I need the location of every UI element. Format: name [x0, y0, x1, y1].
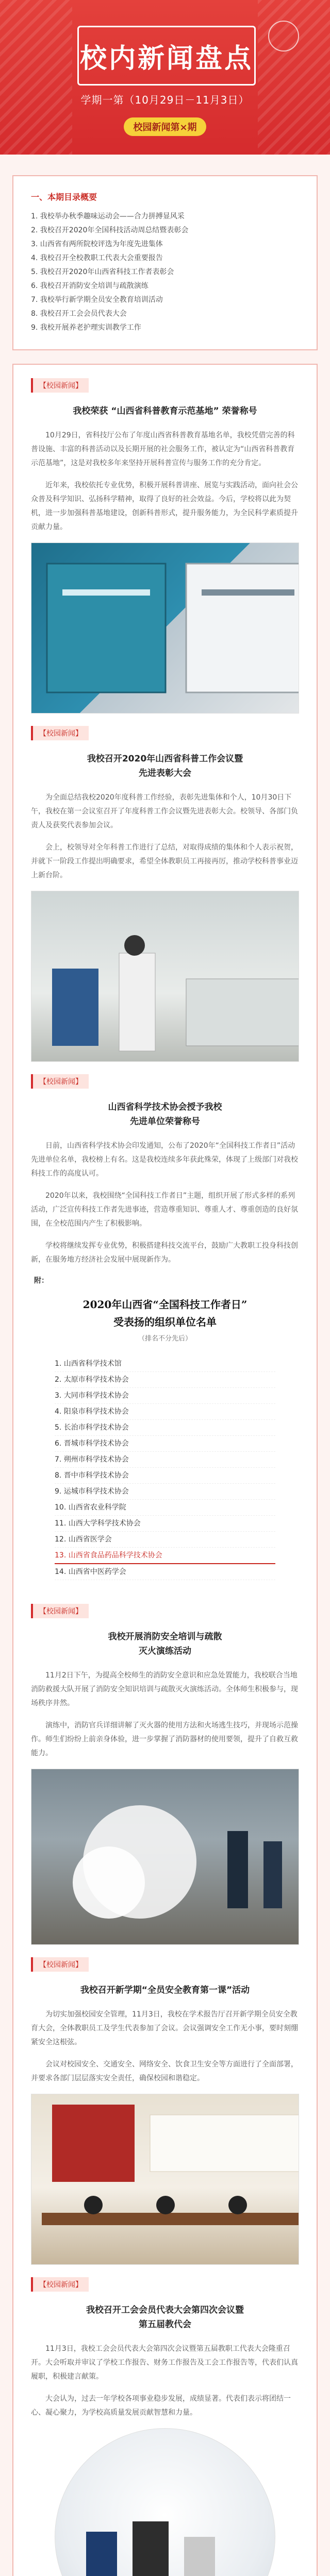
news-section — [13, 1074, 317, 1580]
school-logo-icon — [268, 21, 299, 52]
award-org-item: 10. 山西省农业科学院 — [55, 1500, 275, 1516]
news-section — [13, 2277, 317, 2576]
award-org-item: 1. 山西省科学技术馆 — [55, 1356, 275, 1372]
section-tag: 【校园新闻】 — [31, 1957, 89, 1972]
news-section — [13, 1957, 317, 2265]
article-title: 山西省科学技术协会授予我校 先进单位荣誉称号 — [108, 1102, 222, 1127]
article-paragraph: 10月29日，省科技厅公布了年度山西省科普教育基地名单，我校凭借完善的科普设施、丰富的科普活动以及长期开展的社会服务工作，被认定为“山西省科普教育示范基地”，这是对我校多年来坚持开展科普宣传与服务工作的充分肯定。 — [31, 431, 295, 467]
fire-drill-illustration — [31, 1769, 299, 1944]
award-org-item: 7. 朔州市科学技术协会 — [55, 1452, 275, 1468]
award-org-item: 9. 运城市科学技术协会 — [55, 1484, 275, 1500]
toc-list — [31, 210, 299, 335]
header-banner — [0, 0, 330, 155]
award-org-list — [55, 1356, 275, 1580]
section-tag: 【校园新闻】 — [31, 378, 89, 393]
meeting-photo — [31, 891, 299, 1062]
page-title: 校内新闻盘点 — [79, 42, 253, 74]
article-paragraph: 为切实加强校园安全管理，11月3日，我校在学术报告厅召开新学期全员安全教育大会，全体教职员工及学生代表参加了会议。会议强调安全工作无小事，要时刻绷紧安全这根弦。 — [31, 2010, 298, 2046]
date-range-subtitle: 学期一第（10月29日－11月3日） — [80, 94, 250, 106]
article-paragraph: 大会认为，过去一年学校各项事业稳步发展，成绩显著。代表们表示将团结一心、凝心聚力，为学校高质量发展贡献智慧和力量。 — [31, 2395, 291, 2417]
banner-pattern-right — [258, 0, 330, 155]
safety-meeting-illustration — [31, 2094, 299, 2264]
fire-drill-photo — [31, 1769, 299, 1945]
award-org-item: 14. 山西省中医药学会 — [55, 1564, 275, 1580]
award-list-title: 2020年山西省“全国科技工作者日” 受表扬的组织单位名单 — [82, 1298, 248, 1328]
article-paragraph: 会议对校园安全、交通安全、网络安全、饮食卫生安全等方面进行了全面部署，并要求各部门层层落实安全责任，确保校园和谐稳定。 — [31, 2060, 298, 2082]
article-paragraph: 11月3日，我校工会会员代表大会第四次会议暨第五届教职工代表大会隆重召开。大会听取并审议了学校工作报告、财务工作报告及工会工作报告等，代表们认真履职，积极建言献策。 — [31, 2345, 298, 2381]
toc-item[interactable]: 6. 我校召开消防安全培训与疏散演练 — [31, 282, 148, 290]
article-paragraph: 会上，校领导对全年科普工作进行了总结，对取得成绩的集体和个人表示祝贺，并就下一阶段工作提出明确要求，希望全体教职员工再接再厉，推动学校科普事业迈上新台阶。 — [31, 843, 298, 879]
article-title: 我校召开工会会员代表大会第四次会议暨 第五届教代会 — [86, 2305, 244, 2330]
article-paragraph: 学校将继续发挥专业优势，积极搭建科技交流平台，鼓励广大教职工投身科技创新，在服务地方经济社会发展中展现新作为。 — [31, 1242, 298, 1264]
meeting-illustration — [31, 891, 299, 1061]
toc-item[interactable]: 2. 我校召开2020年全国科技活动周总结暨表彰会 — [31, 226, 189, 234]
toc-item[interactable]: 3. 山西省有两所院校评选为年度先进集体 — [31, 240, 163, 248]
news-section — [13, 1604, 317, 1945]
award-org-item-highlighted: 13. 山西省食品药品科学技术协会 — [55, 1548, 275, 1564]
toc-item[interactable]: 8. 我校召开工会会员代表大会 — [31, 310, 127, 318]
article-paragraph: 演练中，消防官兵详细讲解了灭火器的使用方法和火场逃生技巧，并现场示范操作。师生们纷纷上前亲身体验，进一步掌握了消防器材的使用要领，提升了自救互救能力。 — [31, 1721, 298, 1757]
award-org-item: 2. 太原市科学技术协会 — [55, 1372, 275, 1388]
certificates-illustration — [31, 543, 299, 713]
section-tag: 【校园新闻】 — [31, 1604, 89, 1618]
article-paragraph: 11月2日下午，为提高全校师生的消防安全意识和应急处置能力，我校联合当地消防救援大队开展了消防安全知识培训与疏散灭火演练活动。全体师生积极参与，现场秩序井然。 — [31, 1671, 298, 1707]
article-paragraph: 日前，山西省科学技术协会印发通知，公布了2020年“全国科技工作者日”活动先进单位名单，我校榜上有名。这是我校连续多年获此殊荣，体现了上级部门对我校科技工作的高度认可。 — [31, 1142, 298, 1178]
toc-item[interactable]: 7. 我校举行新学期全员安全教育培训活动 — [31, 296, 163, 304]
toc-card — [12, 175, 318, 350]
toc-item[interactable]: 5. 我校召开2020年山西省科技工作者表彰会 — [31, 268, 174, 276]
award-list-note: （排名不分先后） — [138, 1335, 192, 1343]
section-tag: 【校园新闻】 — [31, 1074, 89, 1089]
article-title: 我校荣获 “山西省科普教育示范基地” 荣誉称号 — [73, 406, 257, 416]
award-org-item: 5. 长治市科学技术协会 — [55, 1420, 275, 1436]
safety-meeting-photo — [31, 2094, 299, 2265]
union-congress-photo — [55, 2428, 275, 2576]
banner-pattern-left — [0, 0, 72, 155]
award-org-item: 4. 阳泉市科学技术协会 — [55, 1404, 275, 1420]
section-tag: 【校园新闻】 — [31, 2277, 89, 2292]
award-org-item: 6. 晋城市科学技术协会 — [55, 1436, 275, 1452]
article-paragraph: 近年来，我校依托专业优势，积极开展科普讲座、展览与实践活动，面向社会公众普及科学知识、弘扬科学精神，取得了良好的社会效益。今后，学校将以此为契机，进一步加强科普基地建设，创新科普形式，提升服务能力，为全民科学素质提升贡献力量。 — [31, 481, 298, 531]
article-paragraph: 2020年以来，我校围绕“全国科技工作者日”主题，组织开展了形式多样的系列活动，广泛宣传科技工作者先进事迹，营造尊重知识、尊重人才、尊重创造的良好氛围，在全校范围内产生了积极影响。 — [31, 1192, 298, 1228]
union-congress-illustration — [55, 2429, 267, 2576]
attachment-label: 附： — [34, 1277, 48, 1285]
article-paragraph: 为全面总结我校2020年度科普工作经验，表彰先进集体和个人，10月30日下午，我校在第一会议室召开了年度科普工作会议暨先进表彰大会。校领导、各部门负责人及获奖代表参加会议。 — [31, 793, 298, 829]
award-org-item: 12. 山西省医学会 — [55, 1532, 275, 1548]
article-title: 我校召开2020年山西省科普工作会议暨 先进表彰大会 — [87, 754, 243, 778]
toc-item[interactable]: 9. 我校开展养老护理实训教学工作 — [31, 324, 141, 332]
award-org-item: 11. 山西大学科学技术协会 — [55, 1516, 275, 1532]
certificate-photo — [31, 543, 299, 714]
toc-heading: 一、本期目录概要 — [31, 192, 97, 202]
toc-item[interactable]: 4. 我校召开全校教职工代表大会重要报告 — [31, 254, 163, 262]
news-section — [13, 726, 317, 1062]
title-frame — [77, 26, 256, 86]
news-content-card — [12, 364, 318, 2576]
award-org-item: 8. 晋中市科学技术协会 — [55, 1468, 275, 1484]
article-title: 我校开展消防安全培训与疏散 灭火演练活动 — [108, 1632, 222, 1656]
award-org-item: 3. 大同市科学技术协会 — [55, 1388, 275, 1404]
news-section — [13, 378, 317, 714]
section-tag: 【校园新闻】 — [31, 726, 89, 740]
edition-badge: 校园新闻第×期 — [124, 117, 206, 136]
article-title: 我校召开新学期“全员安全教育第一课”活动 — [80, 1985, 250, 1995]
toc-item[interactable]: 1. 我校举办秋季趣味运动会——合力拼搏显风采 — [31, 212, 185, 221]
